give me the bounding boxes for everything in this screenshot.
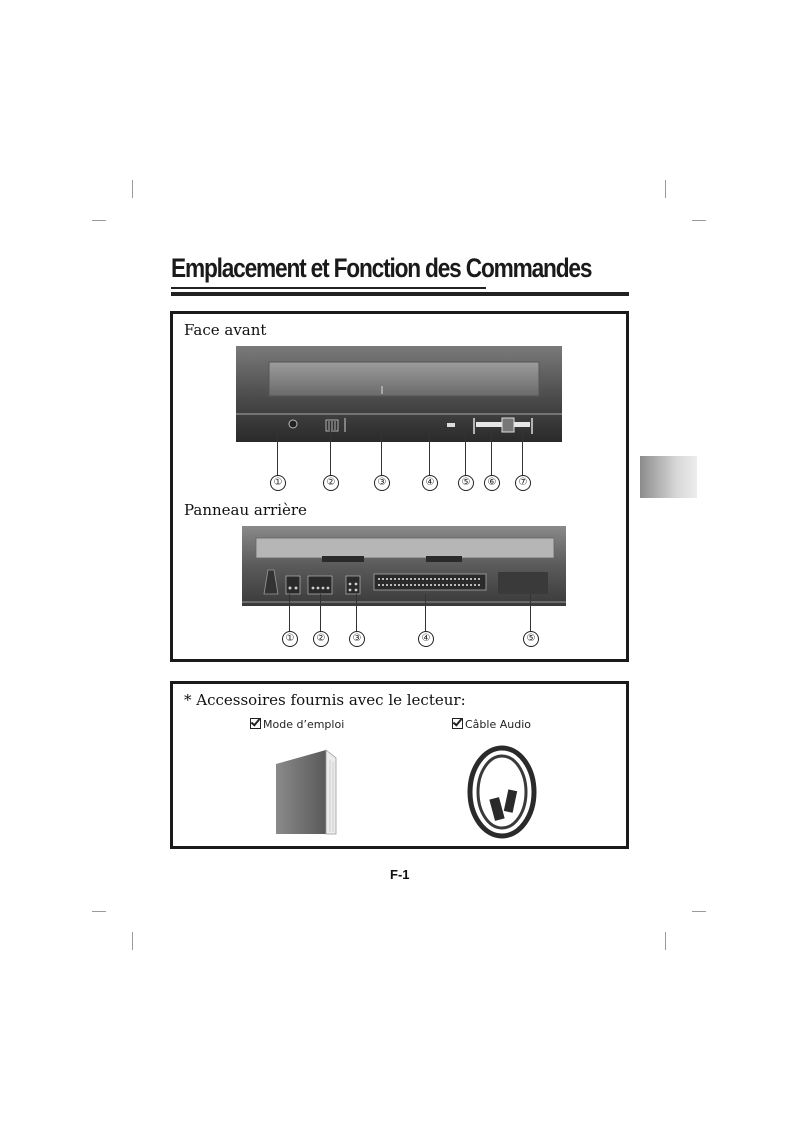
disc-tray — [269, 362, 539, 396]
front-callout-7: ⑦ — [515, 475, 531, 491]
rear-panel-label: Panneau arrière — [184, 501, 307, 519]
checkbox-icon — [452, 718, 463, 729]
front-callout-2: ② — [323, 475, 339, 491]
trim-mark — [92, 220, 106, 221]
front-callout-leader — [491, 428, 492, 476]
rear-callout-leader — [320, 594, 321, 632]
front-callout-4: ④ — [422, 475, 438, 491]
accessories-heading: * Accessoires fournis avec le lecteur: — [184, 691, 466, 709]
title-underline — [171, 292, 629, 296]
page-number: F-1 — [390, 867, 410, 882]
front-callout-leader — [522, 428, 523, 476]
audio-cable-icon — [462, 742, 546, 842]
trim-mark — [132, 180, 133, 198]
front-callout-leader — [277, 428, 278, 476]
analog-audio-out — [286, 576, 300, 594]
jumper-block — [346, 576, 360, 594]
trim-mark — [692, 220, 706, 221]
rear-panel-illustration — [242, 522, 568, 608]
trim-mark — [692, 911, 706, 912]
front-callout-6: ⑥ — [484, 475, 500, 491]
manual-label: Mode d’emploi — [263, 718, 345, 731]
busy-indicator — [447, 423, 455, 427]
rear-callout-leader — [356, 594, 357, 632]
trim-mark — [132, 932, 133, 950]
front-callout-leader — [330, 428, 331, 476]
rear-callout-3: ③ — [349, 631, 365, 647]
front-panel-label: Face avant — [184, 321, 267, 339]
rear-callout-2: ② — [313, 631, 329, 647]
rear-callout-leader — [289, 594, 290, 632]
rear-callout-leader — [530, 594, 531, 632]
headphone-jack — [289, 420, 297, 428]
front-callout-1: ① — [270, 475, 286, 491]
ide-interface-connector — [374, 574, 486, 590]
manual-icon — [270, 744, 344, 836]
front-callout-leader — [429, 428, 430, 476]
rear-callout-1: ① — [282, 631, 298, 647]
trim-mark — [92, 911, 106, 912]
checkbox-icon — [250, 718, 261, 729]
accessory-label-manual — [250, 718, 344, 731]
rear-callout-leader — [425, 594, 426, 632]
front-callout-leader — [465, 428, 466, 476]
section-tab — [640, 456, 697, 498]
trim-mark — [665, 932, 666, 950]
front-panel-illustration — [236, 342, 566, 444]
page-title: Emplacement et Fonction des Commandes — [171, 253, 592, 283]
cable-label: Câble Audio — [465, 718, 531, 731]
title-underline — [171, 287, 486, 289]
accessory-label-cable — [452, 718, 531, 731]
power-connector — [498, 572, 548, 594]
front-callout-5: ⑤ — [458, 475, 474, 491]
rear-callout-5: ⑤ — [523, 631, 539, 647]
trim-mark — [665, 180, 666, 198]
front-callout-3: ③ — [374, 475, 390, 491]
rear-callout-4: ④ — [418, 631, 434, 647]
jumper-pins — [308, 576, 332, 594]
front-callout-leader — [381, 428, 382, 476]
